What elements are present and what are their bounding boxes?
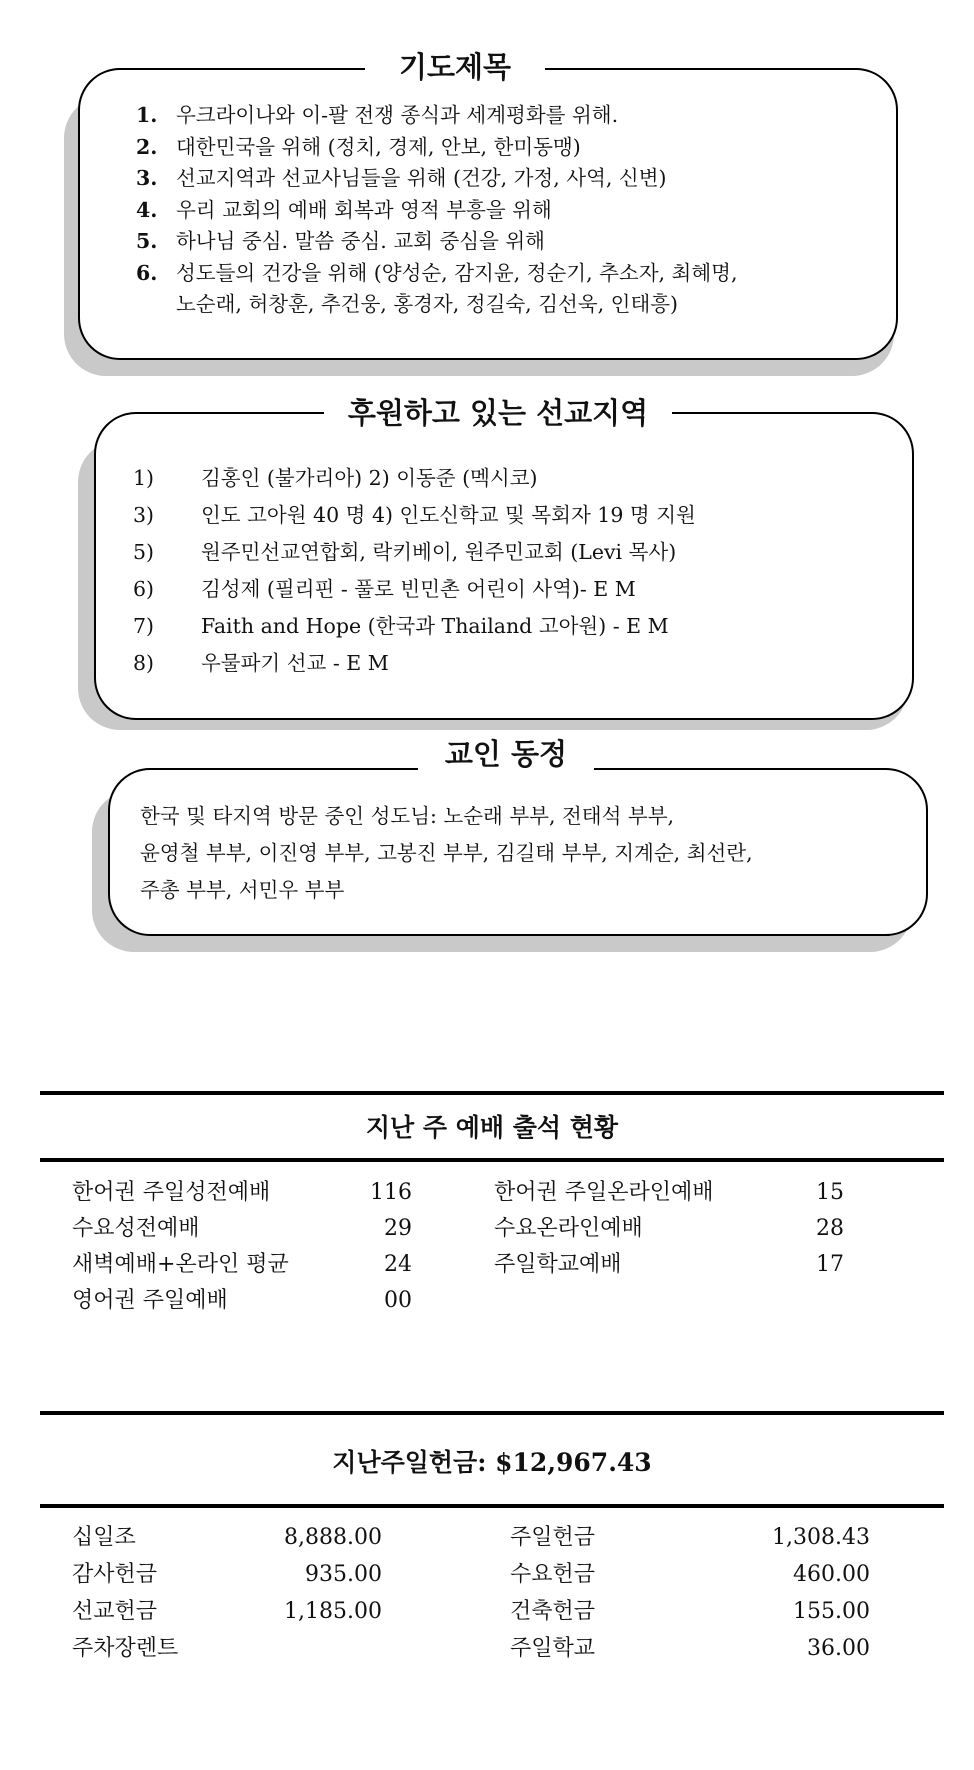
attendance-top-rule [40, 1091, 944, 1095]
news-title: 교인 동정 [418, 735, 594, 773]
list-item: 2. 대한민국을 위해 (정치, 경제, 안보, 한미동맹) [136, 134, 581, 159]
list-item: 6. 성도들의 건강을 위해 (양성순, 감지윤, 정순기, 추소자, 최혜명, [136, 260, 738, 285]
news-line: 주총 부부, 서민우 부부 [140, 878, 345, 902]
list-item: 8) 우물파기 선교 - E M [133, 651, 389, 675]
list-item: 1. 우크라이나와 이-팔 전쟁 종식과 세계평화를 위해. [136, 103, 619, 127]
list-item: 3. 선교지역과 선교사님들을 위해 (건강, 가정, 사역, 신변) [136, 166, 667, 190]
list-item: 5. 하나님 중심. 말씀 중심. 교회 중심을 위해 [136, 229, 545, 253]
list-item: 5) 원주민선교연합회, 락키베이, 원주민교회 (Levi 목사) [133, 540, 677, 564]
offering-header-rule [40, 1504, 944, 1508]
missions-title: 후원하고 있는 선교지역 [324, 394, 672, 432]
missions-list [133, 460, 696, 682]
prayer-list [136, 100, 737, 321]
attendance-title: 지난 주 예배 출석 현황 [365, 1113, 619, 1142]
list-item: 7) Faith and Hope (한국과 Thailand 고아원) - E M [133, 614, 669, 638]
news-text [140, 798, 900, 909]
attendance-header-rule [40, 1158, 944, 1162]
prayer-title: 기도제목 [365, 48, 545, 86]
news-line: 윤영철 부부, 이진영 부부, 고봉진 부부, 김길태 부부, 지계순, 최선란, [140, 841, 753, 865]
offering-title: 지난주일헌금: $12,967.43 [332, 1448, 652, 1477]
list-item: 3) 인도 고아원 40 명 4) 인도신학교 및 목회자 19 명 지원 [133, 503, 696, 527]
list-item: 6) 김성제 (필리핀 - 풀로 빈민촌 어린이 사역)- E M [133, 577, 636, 601]
list-item: 노순래, 허창훈, 추건웅, 홍경자, 정길숙, 김선욱, 인태흥) [176, 292, 679, 316]
offering-top-rule [40, 1411, 944, 1415]
list-item: 1) 김홍인 (불가리아) 2) 이동준 (멕시코) [133, 466, 538, 490]
news-line: 한국 및 타지역 방문 중인 성도님: 노순래 부부, 전태석 부부, [140, 804, 675, 828]
list-item: 4. 우리 교회의 예배 회복과 영적 부흥을 위해 [136, 197, 552, 222]
